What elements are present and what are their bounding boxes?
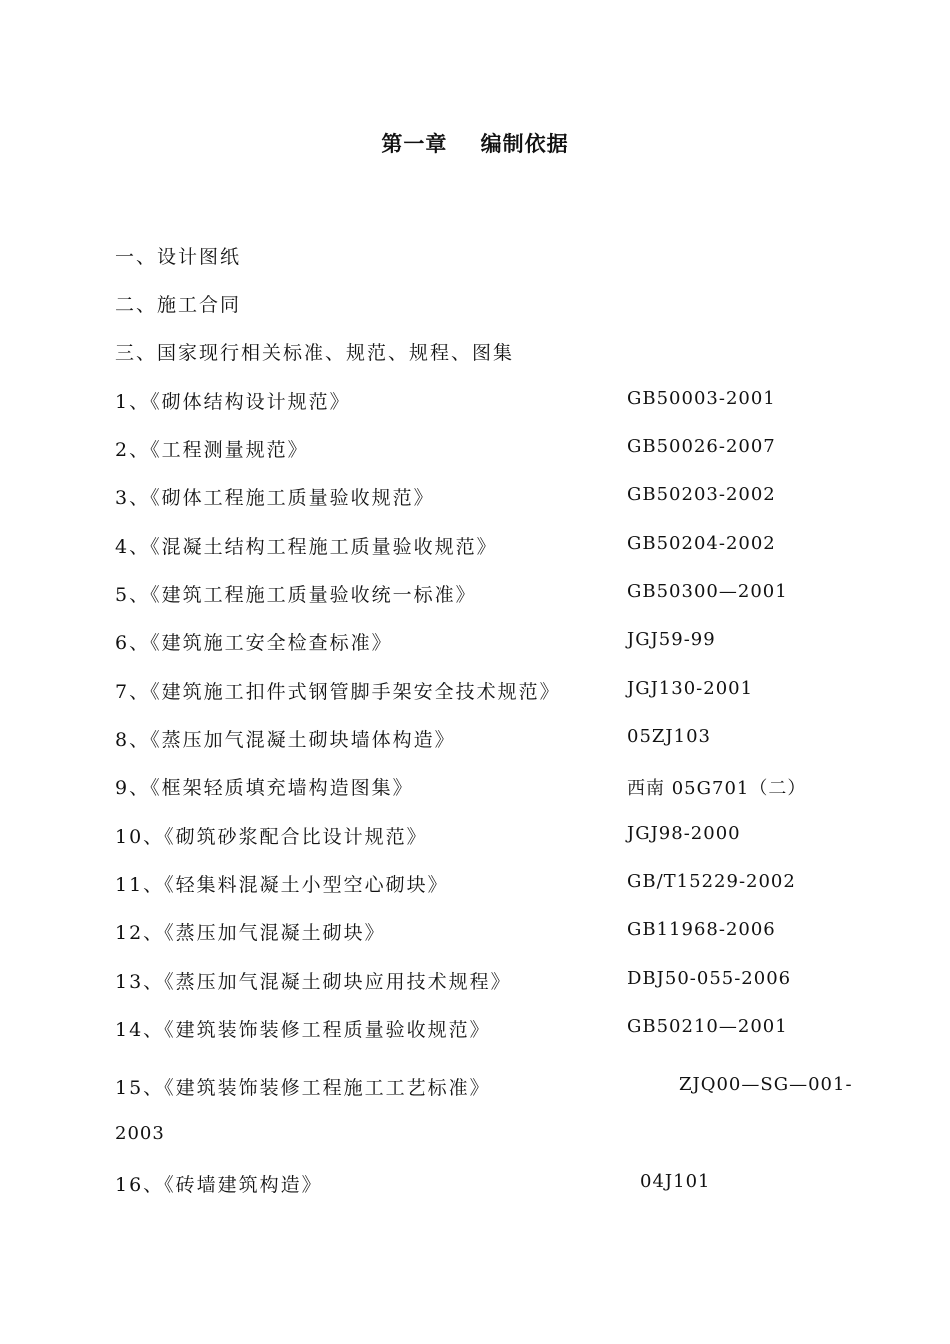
standard-name: 4、《混凝土结构工程施工质量验收规范》 <box>115 536 498 558</box>
standard-name: 10、《砌筑砂浆配合比设计规范》 <box>115 826 428 848</box>
standard-code: GB11968-2006 <box>627 919 776 940</box>
standard-name: 13、《蒸压加气混凝土砌块应用技术规程》 <box>115 971 512 993</box>
standard-code: GB50300—2001 <box>627 581 788 602</box>
standard-code: JGJ130-2001 <box>627 678 754 699</box>
standard-name: 12、《蒸压加气混凝土砌块》 <box>115 922 386 944</box>
standard-name: 5、《建筑工程施工质量验收统一标准》 <box>115 584 477 606</box>
section-heading: 三、国家现行相关标准、规范、规程、图集 <box>115 342 515 364</box>
standard-code: JGJ59-99 <box>627 629 716 650</box>
standard-code: GB50204-2002 <box>627 533 776 554</box>
standard-name: 16、《砖墙建筑构造》 <box>115 1174 323 1196</box>
standard-code: GB/T15229-2002 <box>627 871 796 892</box>
standard-code: JGJ98-2000 <box>627 823 741 844</box>
standard-name: 3、《砌体工程施工质量验收规范》 <box>115 487 435 509</box>
standard-code: GB50003-2001 <box>627 388 776 409</box>
chapter-title: 第一章 编制依据 <box>381 131 569 156</box>
standard-name: 14、《建筑装饰装修工程质量验收规范》 <box>115 1019 491 1041</box>
standard-name: 15、《建筑装饰装修工程施工工艺标准》 <box>115 1077 491 1099</box>
standard-name: 7、《建筑施工扣件式钢管脚手架安全技术规范》 <box>115 681 561 703</box>
standard-code: GB50210—2001 <box>627 1016 788 1037</box>
section-heading: 一、设计图纸 <box>115 246 242 268</box>
section-heading: 二、施工合同 <box>115 294 242 316</box>
standard-code-continued: 2003 <box>115 1123 165 1144</box>
standard-code: GB50026-2007 <box>627 436 776 457</box>
standard-code: 西南 05G701（二） <box>627 778 807 799</box>
standard-code: DBJ50-055-2006 <box>627 968 792 989</box>
standard-code: 04J101 <box>640 1171 711 1192</box>
standard-name: 11、《轻集料混凝土小型空心砌块》 <box>115 874 449 896</box>
standard-code: GB50203-2002 <box>627 484 776 505</box>
standard-name: 1、《砌体结构设计规范》 <box>115 391 351 413</box>
standard-name: 6、《建筑施工安全检查标准》 <box>115 632 393 654</box>
standard-name: 2、《工程测量规范》 <box>115 439 309 461</box>
standard-name: 9、《框架轻质填充墙构造图集》 <box>115 777 414 799</box>
standard-name: 8、《蒸压加气混凝土砌块墙体构造》 <box>115 729 456 751</box>
standard-code: 05ZJ103 <box>627 726 711 747</box>
standard-code: ZJQ00—SG—001- <box>679 1074 853 1095</box>
